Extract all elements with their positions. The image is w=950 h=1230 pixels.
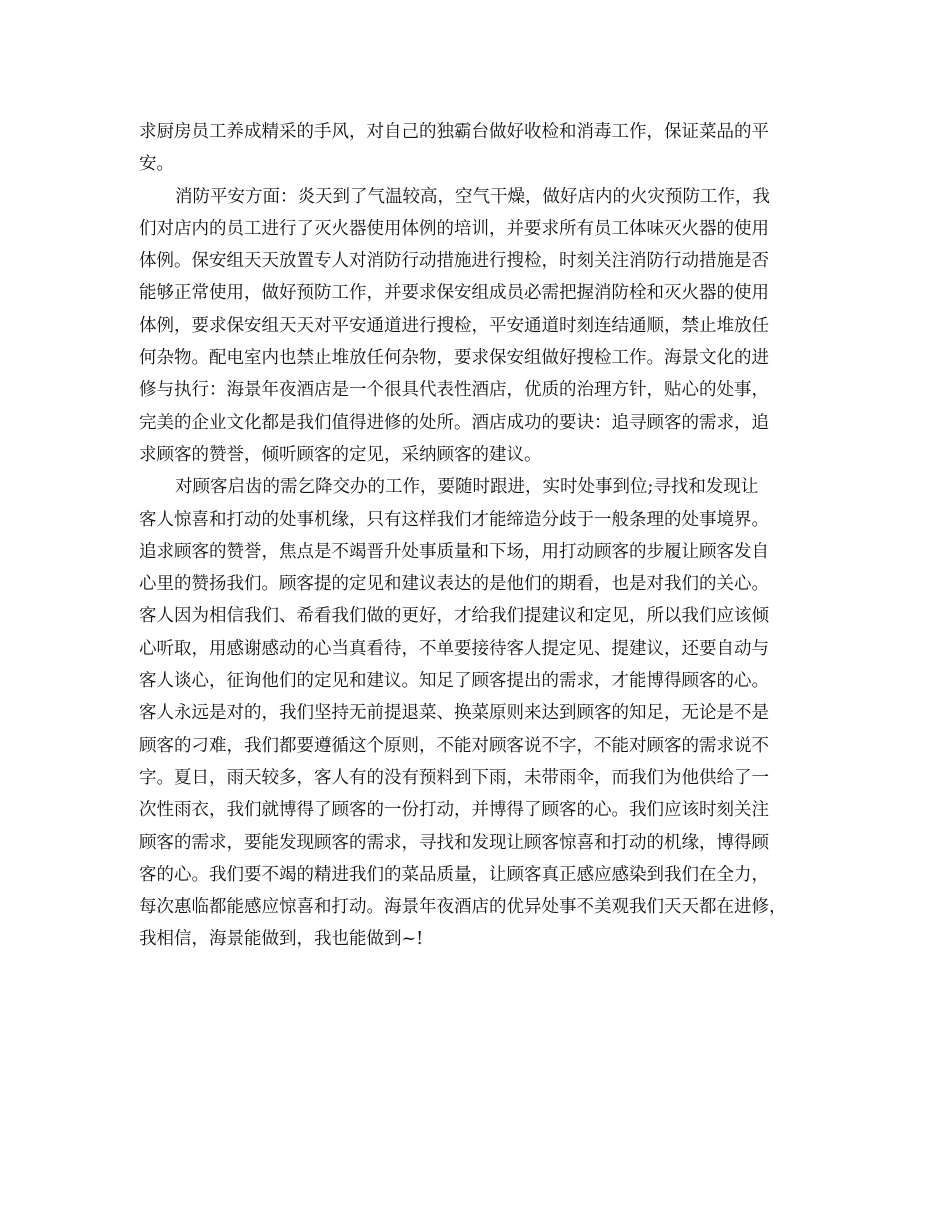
text-line: 求厨房员工养成精采的手风，对自己的独霸台做好收检和消毒工作，保证菜品的平 (139, 122, 769, 142)
document-body (139, 116, 829, 956)
text-line: 们对店内的员工进行了灭火器使用体例的培训，并要求所有员工体味灭火器的使用 (139, 218, 769, 239)
text-line: 安。 (139, 154, 174, 175)
text-line: 何杂物。配电室内也禁止堆放任何杂物，要求保安组做好搜检工作。海景文化的进 (139, 348, 769, 369)
text-line: 能够正常使用，做好预防工作，并要求保安组成员必需把握消防栓和灭火器的使用 (139, 283, 769, 304)
text-line: 消防平安方面：炎天到了气温较高，空气干燥，做好店内的火灾预防工作，我 (175, 186, 770, 207)
text-line: 每次惠临都能感应惊喜和打动。海景年夜酒店的优异处事不美观我们天天都在进修， (139, 897, 787, 918)
text-line: 体例，要求保安组天天对平安通道进行搜检，平安通道时刻连结通顺，禁止堆放任 (139, 315, 769, 336)
text-line: 顾客的需求，要能发现顾客的需求，寻找和发现让顾客惊喜和打动的机缘，博得顾 (139, 832, 769, 853)
text-line: 字。夏日，雨天较多，客人有的没有预料到下雨，未带雨伞，而我们为他供给了一 (139, 767, 769, 788)
text-line: 完美的企业文化都是我们值得进修的处所。酒店成功的要诀：追寻顾客的需求，追 (139, 412, 769, 433)
text-line: 客人谈心，征询他们的定见和建议。知足了顾客提出的需求，才能博得顾客的心。 (139, 671, 769, 692)
paragraph (139, 471, 829, 955)
paragraph (139, 181, 829, 472)
text-line: 修与执行：海景年夜酒店是一个很具代表性酒店，优质的治理方针，贴心的处事， (139, 380, 769, 401)
text-line: 客人惊喜和打动的处事机缘，只有这样我们才能缔造分歧于一般条理的处事境界。 (139, 509, 769, 530)
text-line: 求顾客的赞誉，倾听顾客的定见，采纳顾客的建议。 (139, 444, 542, 465)
text-line: 对顾客启齿的需乞降交办的工作，要随时跟进，实时处事到位;寻找和发现让 (175, 477, 759, 498)
text-line: 心里的赞扬我们。顾客提的定见和建议表达的是他们的期看，也是对我们的关心。 (139, 574, 769, 595)
text-line: 客的心。我们要不竭的精进我们的菜品质量，让顾客真正感应感染到我们在全力， (139, 864, 769, 885)
text-line: 次性雨衣，我们就博得了顾客的一份打动，并博得了顾客的心。我们应该时刻关注 (139, 800, 769, 821)
text-line: 追求顾客的赞誉，焦点是不竭晋升处事质量和下场，用打动顾客的步履让顾客发自 (139, 541, 769, 562)
text-line: 我相信，海景能做到，我也能做到~! (139, 929, 424, 950)
text-line: 客人永远是对的，我们坚持无前提退菜、换菜原则来达到顾客的知足，无论是不是 (139, 703, 769, 724)
text-line: 心听取，用感谢感动的心当真看待，不单要接待客人提定见、提建议，还要自动与 (139, 638, 769, 659)
paragraph (139, 116, 829, 181)
text-line: 顾客的刁难，我们都要遵循这个原则，不能对顾客说不字，不能对顾客的需求说不 (139, 735, 769, 756)
text-line: 体例。保安组天天放置专人对消防行动措施进行搜检，时刻关注消防行动措施是否 (139, 251, 769, 272)
text-line: 客人因为相信我们、希看我们做的更好，才给我们提建议和定见，所以我们应该倾 (139, 606, 769, 627)
